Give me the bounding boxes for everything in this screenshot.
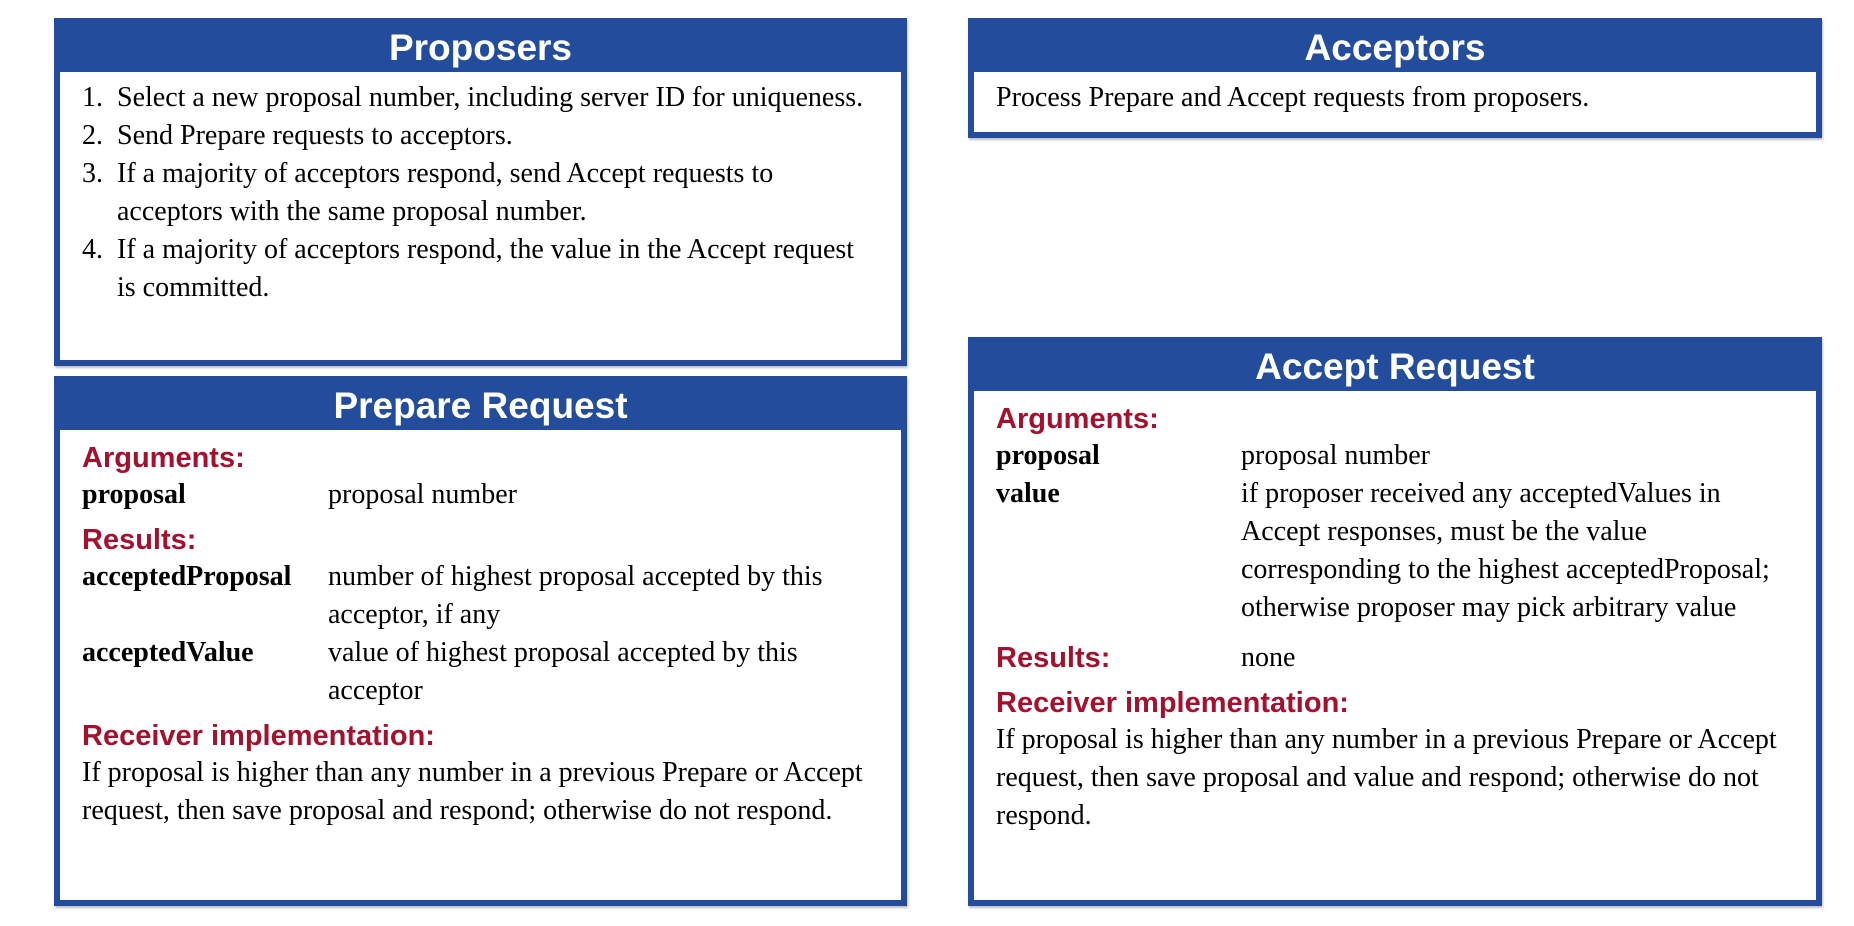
argument-desc: proposal number [328, 479, 517, 510]
receiver-text: If proposal is higher than any number in a previous Prepare or Accept request, then save proposal and respond; otherwise do not respond. [82, 757, 863, 826]
step-item: 1. Select a new proposal number, including server ID for uniqueness. [82, 82, 864, 113]
argument-desc: if proposer received any acceptedValues in Accept responses, must be the value corresponding to the highest acceptedProposal; otherwise proposer may pick arbitrary value [1241, 478, 1770, 623]
acceptors-title: Acceptors [974, 24, 1816, 72]
result-desc: number of highest proposal accepted by this acceptor, if any [328, 561, 823, 630]
accept-request-body [974, 391, 1816, 835]
proposers-body [60, 72, 901, 307]
arguments-heading: Arguments: [996, 403, 1159, 435]
argument-row [996, 437, 1794, 475]
acceptors-body [974, 72, 1816, 117]
argument-name: proposal [82, 479, 186, 510]
proposers-steps [82, 79, 879, 307]
proposers-box [54, 18, 907, 366]
argument-name: value [996, 478, 1060, 509]
argument-row [996, 475, 1794, 627]
results-row [996, 639, 1794, 677]
step-item: 3. If a majority of acceptors respond, send Accept requests to acceptors with the same proposal number. [82, 158, 774, 227]
argument-row [82, 476, 879, 514]
result-row [82, 558, 879, 634]
results-heading: Results: [82, 524, 197, 556]
acceptors-text: Process Prepare and Accept requests from proposers. [996, 82, 1590, 113]
receiver-text: If proposal is higher than any number in a previous Prepare or Accept request, then save proposal and value and respond; otherwise do not respond. [996, 724, 1777, 831]
result-row [82, 634, 879, 710]
step-item: 4. If a majority of acceptors respond, the value in the Accept request is committed. [82, 234, 855, 303]
prepare-request-title: Prepare Request [60, 382, 901, 430]
result-name: acceptedProposal [82, 561, 292, 592]
accept-request-box [968, 337, 1822, 906]
results-heading: Results: [996, 642, 1111, 674]
arguments-heading: Arguments: [82, 442, 245, 474]
argument-desc: proposal number [1241, 440, 1430, 471]
receiver-heading: Receiver implementation: [82, 720, 435, 752]
prepare-request-box [54, 376, 907, 906]
acceptors-box [968, 18, 1822, 138]
proposers-title: Proposers [60, 24, 901, 72]
argument-name: proposal [996, 440, 1100, 471]
accept-request-title: Accept Request [974, 343, 1816, 391]
result-desc: value of highest proposal accepted by this acceptor [328, 637, 798, 706]
receiver-heading: Receiver implementation: [996, 687, 1349, 719]
prepare-request-body [60, 430, 901, 830]
step-item: 2. Send Prepare requests to acceptors. [82, 120, 513, 151]
results-value: none [1241, 642, 1296, 673]
result-name: acceptedValue [82, 637, 254, 668]
